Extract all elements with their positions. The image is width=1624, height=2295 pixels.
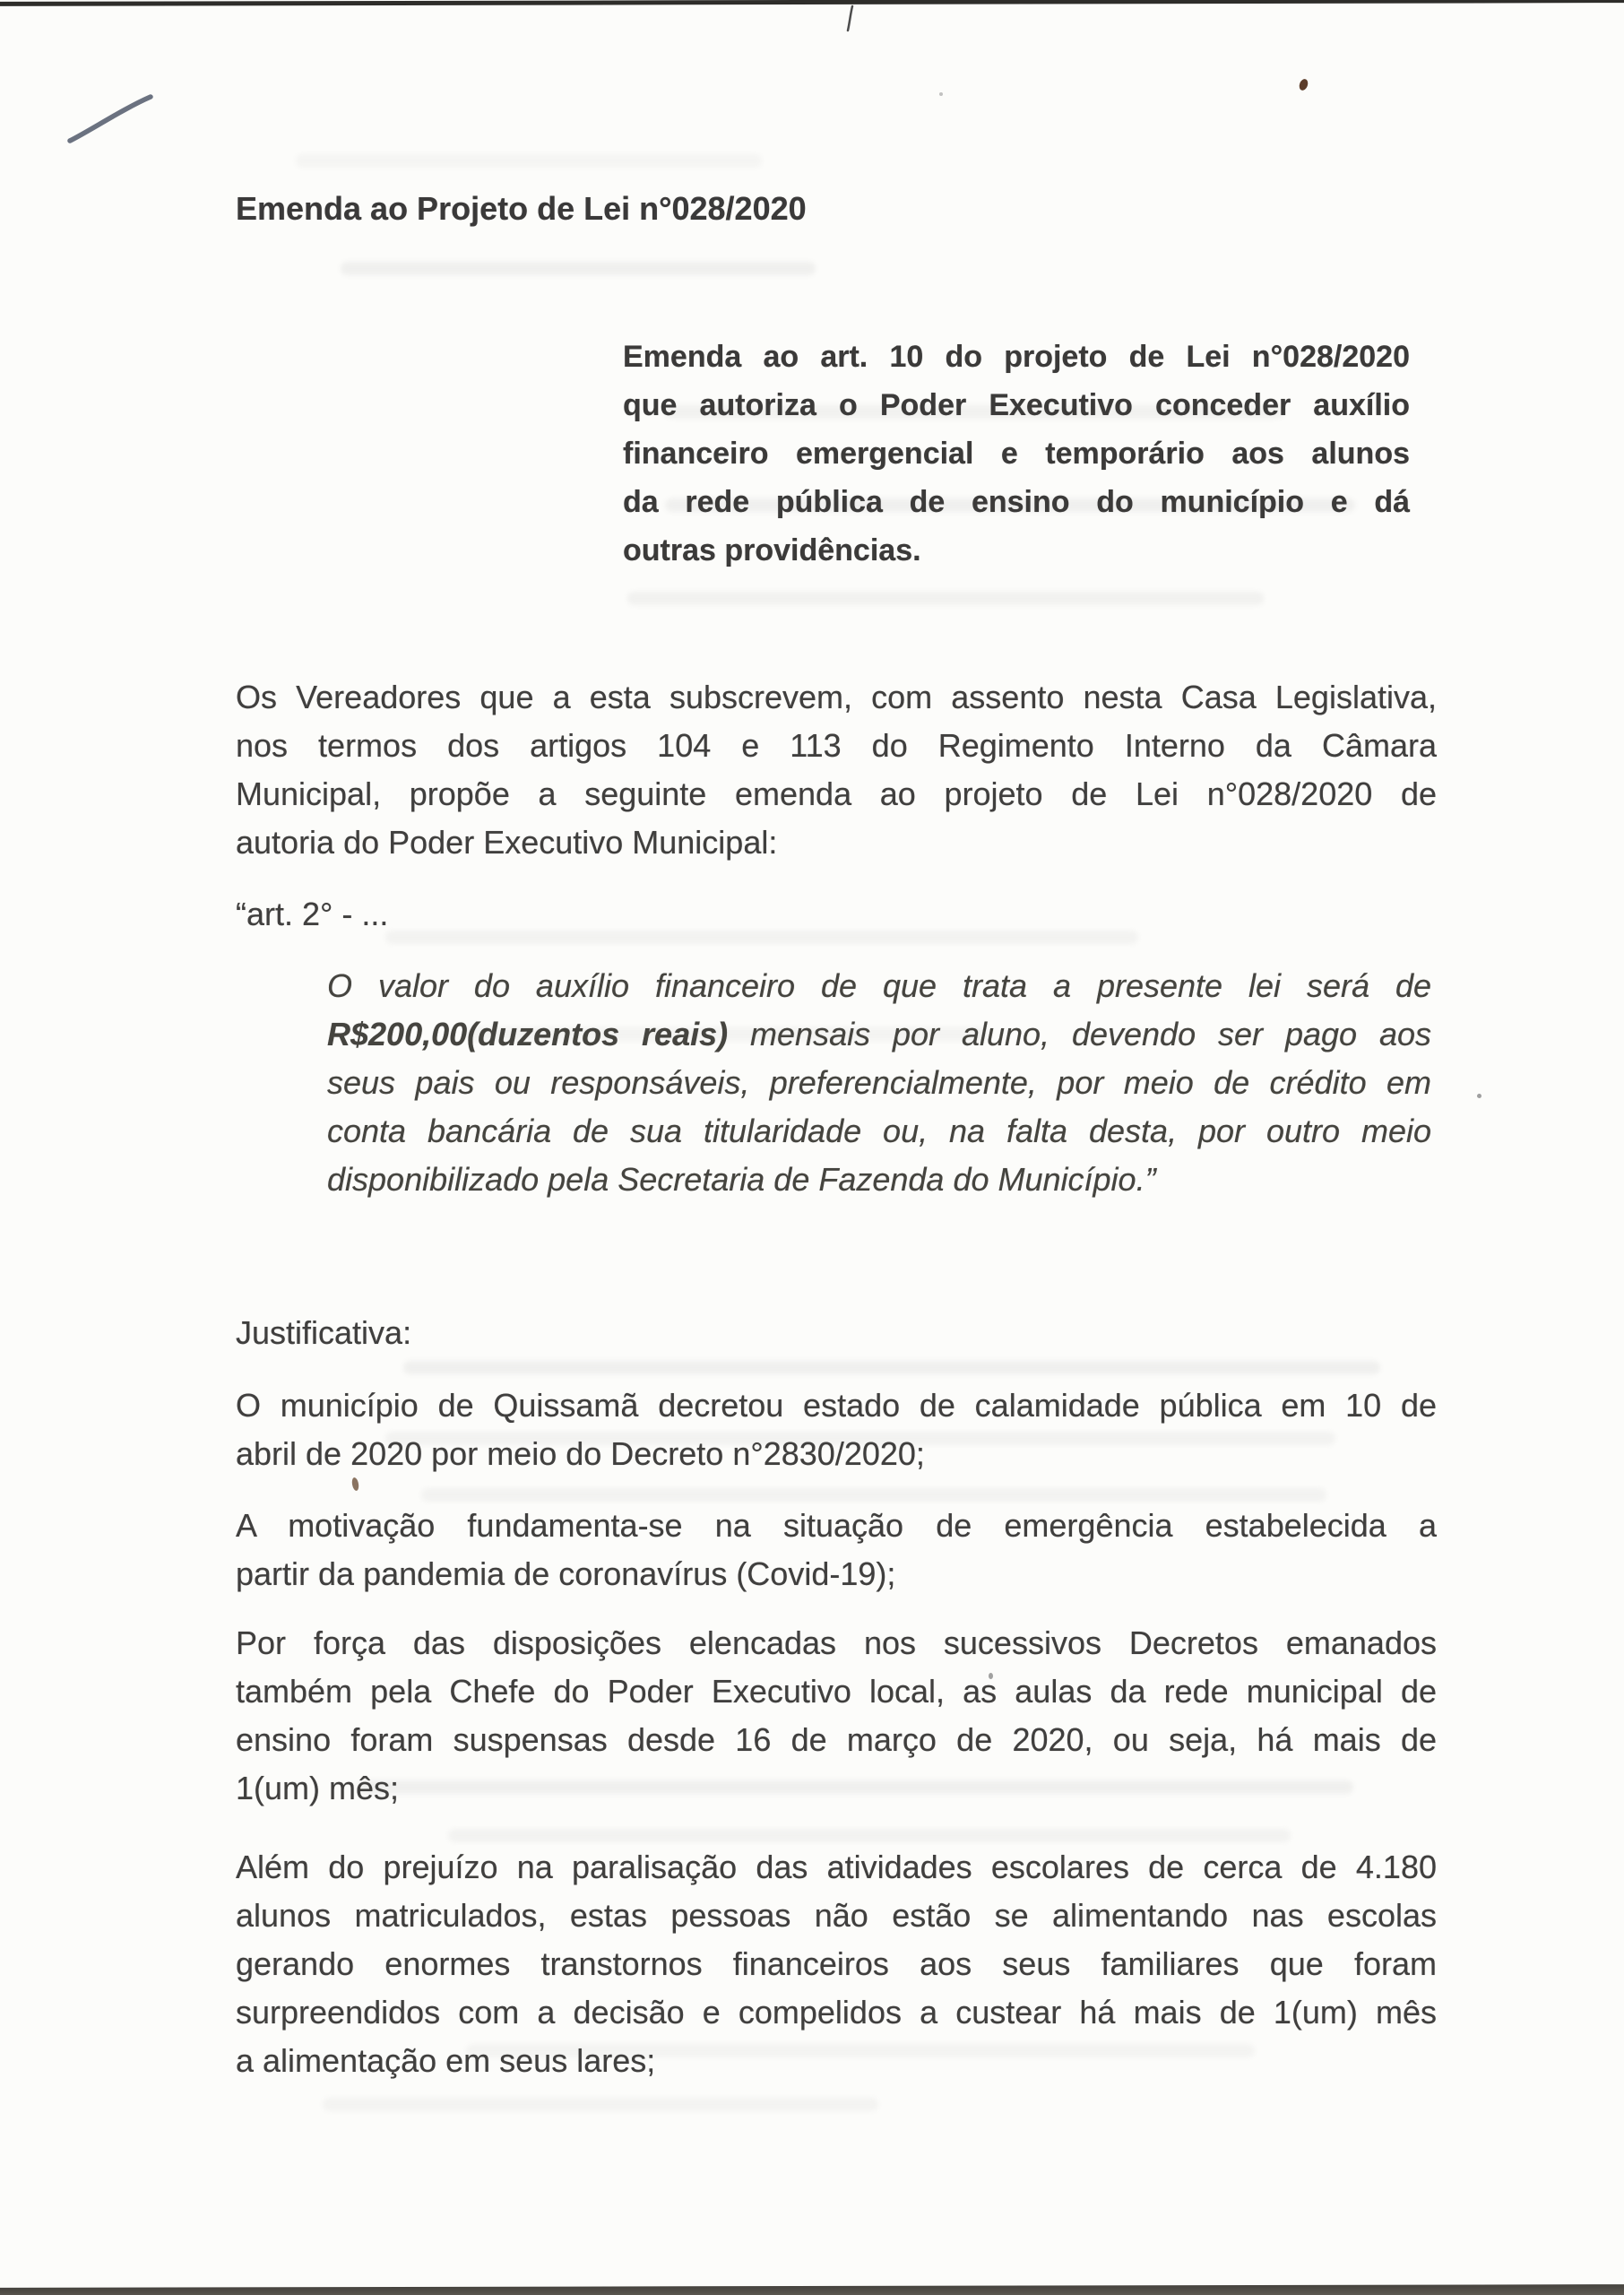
bleed-through-mark — [296, 154, 762, 168]
body-line: abril de 2020 por meio do Decreto n°2830/2020; — [236, 1435, 925, 1472]
article-quote-line: conta bancária de sua titularidade ou, na falta desta, por outro meio — [327, 1113, 1431, 1149]
article-opening-line: “art. 2° - ... — [236, 896, 389, 932]
preamble-quote-line: financeiro emergencial e temporário aos alunos — [623, 437, 1410, 471]
article-quote — [327, 962, 1431, 1204]
scan-speck — [1298, 78, 1309, 91]
bleed-through-mark — [627, 592, 1264, 605]
body-line: alunos matriculados, estas pessoas não estão se alimentando nas escolas — [236, 1897, 1437, 1934]
document-title: Emenda ao Projeto de Lei n°028/2020 — [236, 190, 807, 227]
page-bottom-shadow — [0, 2284, 1624, 2295]
scan-tick-mark — [846, 4, 855, 33]
body-line: Por força das disposições elencadas nos sucessivos Decretos emanados — [236, 1624, 1437, 1661]
article-quote-line-rest: mensais por aluno, devendo ser pago aos — [728, 1016, 1431, 1052]
scan-speck — [351, 1477, 359, 1492]
justification-paragraph — [236, 1619, 1437, 1813]
justification-paragraph — [236, 1843, 1437, 2085]
body-line: ensino foram suspensas desde 16 de março de 2020, ou seja, há mais de — [236, 1721, 1437, 1758]
body-line: 1(um) mês; — [236, 1770, 400, 1806]
justification-heading: Justificativa: — [236, 1314, 412, 1351]
preamble-quote-line: que autoriza o Poder Executivo conceder auxílio — [623, 388, 1410, 422]
article-quote-line: disponibilizado pela Secretaria de Fazenda do Município.” — [327, 1161, 1156, 1198]
bleed-through-mark — [421, 1488, 1326, 1502]
preamble-quote-line: outras providências. — [623, 533, 921, 567]
body-line: nos termos dos artigos 104 e 113 do Regimento Interno da Câmara — [236, 727, 1437, 764]
bleed-through-mark — [403, 1361, 1380, 1374]
article-quote-line: O valor do auxílio financeiro de que trata a presente lei será de — [327, 967, 1431, 1004]
body-line: A motivação fundamenta-se na situação de emergência estabelecida a — [236, 1507, 1437, 1544]
body-line: O município de Quissamã decretou estado de calamidade pública em 10 de — [236, 1387, 1437, 1424]
body-line: partir da pandemia de coronavírus (Covid-19); — [236, 1555, 896, 1592]
bleed-through-mark — [323, 2098, 878, 2111]
body-line: também pela Chefe do Poder Executivo local, as aulas da rede municipal de — [236, 1673, 1437, 1710]
preamble-quote — [623, 333, 1410, 575]
article-quote-line — [327, 1010, 1431, 1059]
bleed-through-mark — [341, 262, 816, 275]
pen-stroke-mark — [52, 85, 168, 152]
intro-paragraph — [236, 673, 1437, 867]
body-line: Municipal, propõe a seguinte emenda ao projeto de Lei n°028/2020 de — [236, 775, 1437, 812]
scan-speck — [1477, 1094, 1481, 1098]
body-line: autoria do Poder Executivo Municipal: — [236, 824, 778, 861]
preamble-quote-line: Emenda ao art. 10 do projeto de Lei n°028/2020 — [623, 340, 1410, 374]
body-line: Os Vereadores que a esta subscrevem, com assento nesta Casa Legislativa, — [236, 679, 1437, 715]
page-bottom-edge — [0, 0, 1624, 6]
body-line: Além do prejuízo na paralisação das atividades escolares de cerca de 4.180 — [236, 1849, 1437, 1885]
article-quote-line: seus pais ou responsáveis, preferencialmente, por meio de crédito em — [327, 1064, 1431, 1101]
justification-paragraph — [236, 1381, 1437, 1478]
scan-speck — [939, 92, 943, 96]
preamble-quote-line: da rede pública de ensino do município e dá — [623, 485, 1410, 519]
justification-paragraph — [236, 1502, 1437, 1598]
body-line: a alimentação em seus lares; — [236, 2042, 656, 2079]
article-quote-bold-amount: R$200,00(duzentos reais) — [327, 1016, 729, 1052]
body-line: surpreendidos com a decisão e compelidos a custear há mais de 1(um) mês — [236, 1994, 1437, 2031]
body-line: gerando enormes transtornos financeiros aos seus familiares que foram — [236, 1945, 1437, 1982]
bleed-through-mark — [448, 1829, 1291, 1842]
